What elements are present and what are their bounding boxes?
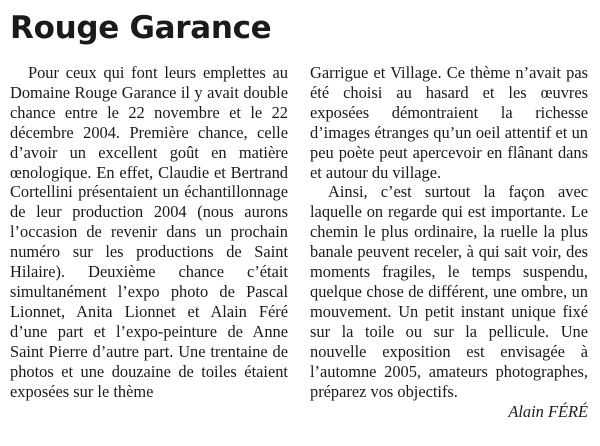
author-signature: Alain FÉRÉ (508, 402, 588, 422)
article-title: Rouge Garance (10, 10, 272, 46)
article-paragraph-2: Ainsi, c’est surtout la façon avec laquelle on regarde qui est importante. Le chemin le plus ordinaire, la ruelle la plus banale peuvent receler, à qui sait voir, des moments fragiles, le temps suspendu, quelque chose de différent, une ombre, un mouvement. Un petit instant unique fixé sur la toile ou sur la pellicule. Une nouvelle exposition est envisagée à l’automne 2005, amateurs photographes, préparez vos objectifs. (310, 182, 588, 401)
article-paragraph-1-continued: Garrigue et Village. Ce thème n’avait pas été choisi au hasard et les œuvres exposées démontraient la richesse d’images étranges qu’un oeil attentif et un peu poète peut apercevoir en flânant dans et autour du village. (310, 63, 588, 182)
article-paragraph-1: Pour ceux qui font leurs emplettes au Domaine Rouge Garance il y avait double chance entre le 22 novembre et le 22 décembre 2004. Première chance, celle d’avoir un excellent goût en matière œnologique. En effet, Claudie et Bertrand Cortellini présentaient un échantillonnage de leur production 2004 (nous aurons l’occasion de revenir dans un prochain numéro sur les productions de Saint Hilaire). Deuxième chance c’était simultanément l’expo photo de Pascal Lionnet, Anita Lionnet et Alain Féré d’une part et l’expo-peinture de Anne Saint Pierre d’autre part. Une trentaine de photos et une douzaine de toiles étaient exposées sur le thème (10, 63, 288, 401)
article-column-right (310, 63, 588, 422)
article-column-left (10, 63, 288, 401)
